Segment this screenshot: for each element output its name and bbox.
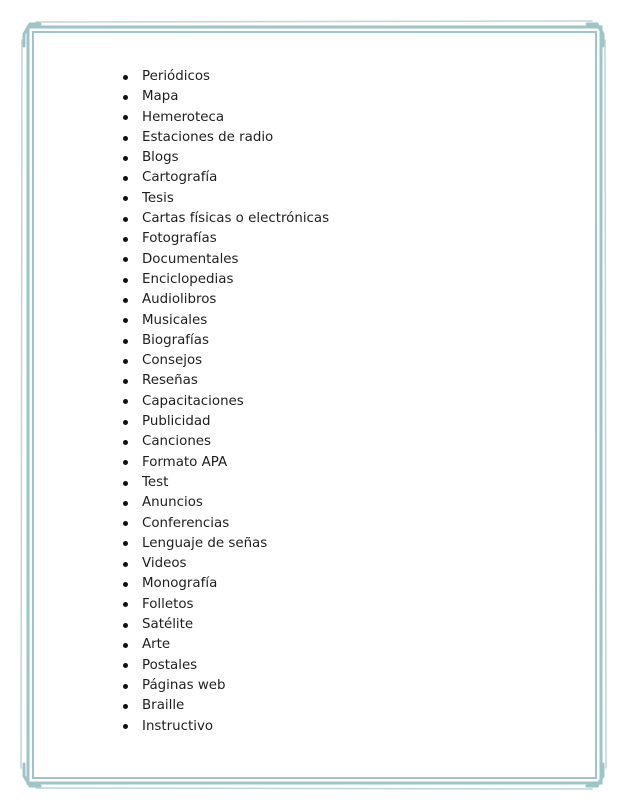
frame-sketch-right (605, 40, 606, 768)
sources-bullet-list (120, 67, 329, 737)
list-item (120, 514, 329, 534)
list-item (120, 717, 329, 737)
list-item-label: Estaciones de radio (142, 129, 274, 145)
list-item (120, 148, 329, 168)
bullet-icon (123, 217, 128, 222)
list-item-label: Braille (142, 698, 185, 714)
frame-sketch-top (36, 21, 592, 22)
list-item (120, 493, 329, 513)
list-item (120, 270, 329, 290)
list-item-label: Videos (142, 556, 187, 572)
list-item-label: Cartas físicas o electrónicas (142, 211, 330, 227)
list-item-label: Enciclopedias (142, 271, 234, 287)
list-item-label: Consejos (142, 353, 203, 369)
bullet-icon (123, 95, 128, 100)
list-item (120, 189, 329, 209)
list-item-label: Conferencias (142, 515, 230, 531)
list-item-label: Arte (142, 637, 171, 653)
bullet-icon (123, 379, 128, 384)
bullet-icon (123, 460, 128, 465)
list-item (120, 128, 329, 148)
list-item (120, 676, 329, 696)
list-item (120, 168, 329, 188)
list-item (120, 432, 329, 452)
list-item-label: Páginas web (142, 677, 226, 693)
list-item-label: Anuncios (142, 495, 203, 511)
list-item (120, 453, 329, 473)
list-item-label: Biografías (142, 332, 209, 348)
list-item (120, 331, 329, 351)
bullet-icon (123, 257, 128, 262)
list-item-label: Monografía (142, 576, 218, 592)
list-item-label: Folletos (142, 596, 194, 612)
list-item (120, 635, 329, 655)
bullet-icon (123, 75, 128, 80)
list-item (120, 595, 329, 615)
bullet-icon (123, 339, 128, 344)
list-item-label: Blogs (142, 150, 179, 166)
list-item-label: Reseñas (142, 373, 198, 389)
list-item-label: Test (142, 474, 169, 490)
bullet-icon (123, 704, 128, 709)
list-item-label: Publicidad (142, 414, 211, 430)
list-item-label: Capacitaciones (142, 393, 244, 409)
list-item-label: Hemeroteca (142, 109, 225, 125)
bullet-icon (123, 501, 128, 506)
list-item (120, 615, 329, 635)
bullet-icon (123, 724, 128, 729)
bullet-icon (123, 602, 128, 607)
bullet-icon (123, 481, 128, 486)
list-item-label: Satélite (142, 617, 194, 633)
list-item-label: Cartografía (142, 170, 218, 186)
list-item-label: Postales (142, 657, 198, 673)
list-item (120, 392, 329, 412)
list-item (120, 67, 329, 87)
bullet-icon (123, 359, 128, 364)
list-item-label: Documentales (142, 251, 239, 267)
list-item (120, 696, 329, 716)
list-item-label: Instructivo (142, 718, 214, 734)
list-item (120, 574, 329, 594)
list-item (120, 209, 329, 229)
bullet-icon (123, 541, 128, 546)
bullet-icon (123, 298, 128, 303)
list-item-label: Mapa (142, 89, 179, 105)
bullet-icon (123, 278, 128, 283)
list-item-label: Formato APA (142, 454, 228, 470)
bullet-icon (123, 684, 128, 689)
list-item (120, 290, 329, 310)
list-item-label: Periódicos (142, 69, 211, 84)
frame-sketch-bottom (36, 788, 592, 789)
bullet-icon (123, 562, 128, 567)
list-item-label: Canciones (142, 434, 212, 450)
bullet-icon (123, 318, 128, 323)
list-item (120, 87, 329, 107)
list-item (120, 108, 329, 128)
bullet-icon (123, 196, 128, 201)
list-item-label: Fotografías (142, 231, 217, 247)
list-item (120, 250, 329, 270)
bullet-icon (123, 176, 128, 181)
bullet-icon (123, 136, 128, 141)
list-item (120, 554, 329, 574)
list-item-label: Audiolibros (142, 292, 217, 308)
bullet-icon (123, 399, 128, 404)
list-item (120, 534, 329, 554)
list-item (120, 371, 329, 391)
bullet-icon (123, 521, 128, 526)
bullet-icon (123, 643, 128, 648)
list-item (120, 351, 329, 371)
list-item-label: Lenguaje de señas (142, 535, 268, 551)
list-item (120, 229, 329, 249)
bullet-icon (123, 156, 128, 161)
bullet-icon (123, 420, 128, 425)
bullet-icon (123, 663, 128, 668)
list-item-label: Tesis (142, 190, 174, 206)
bullet-icon (123, 623, 128, 628)
list-item (120, 412, 329, 432)
bullet-icon (123, 237, 128, 242)
bullet-icon (123, 115, 128, 120)
list-item (120, 311, 329, 331)
bullet-icon (123, 582, 128, 587)
list-item-label: Musicales (142, 312, 208, 328)
list-item (120, 473, 329, 493)
frame-sketch-left (21, 40, 22, 768)
list-item (120, 656, 329, 676)
bullet-icon (123, 440, 128, 445)
